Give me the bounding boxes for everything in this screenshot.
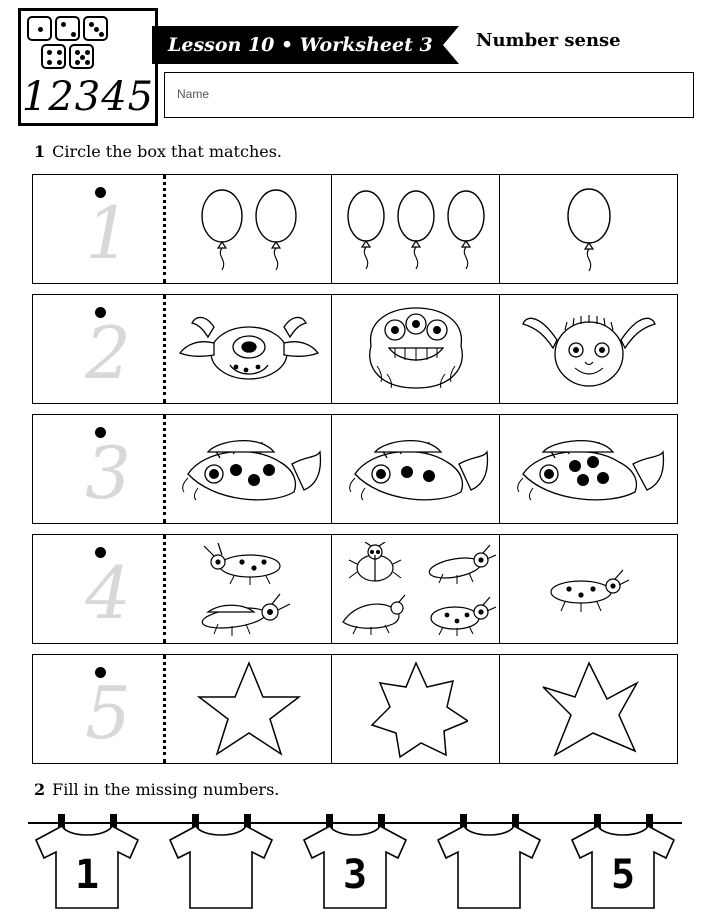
die-4: [41, 44, 66, 69]
dice-logo-numbers: 12345: [21, 74, 155, 120]
row-3-option-c[interactable]: [500, 415, 678, 523]
task-1-text: Circle the box that matches.: [52, 142, 283, 161]
row-2-option-b[interactable]: [332, 295, 499, 403]
shirt-3[interactable]: [296, 812, 414, 912]
topic-title: Number sense: [476, 30, 621, 51]
row-4-option-a[interactable]: [166, 535, 331, 643]
shirt-2[interactable]: [162, 812, 280, 912]
match-row-4: [32, 534, 678, 644]
dice-row-bottom: [41, 44, 151, 69]
shirt-5-number: 5: [610, 852, 636, 898]
row-4-option-b[interactable]: [332, 535, 499, 643]
row-1-option-b[interactable]: [332, 175, 499, 283]
row-5-option-c[interactable]: [500, 655, 678, 763]
shirt-3-number: 3: [342, 852, 368, 898]
name-field[interactable]: [164, 72, 694, 118]
die-1: [27, 16, 52, 41]
shirt-5[interactable]: [564, 812, 682, 912]
row-5-trace-number: 5: [85, 671, 131, 755]
dice-logo-card: [18, 8, 158, 126]
row-5-option-a[interactable]: [166, 655, 331, 763]
task-2-text: Fill in the missing numbers.: [52, 780, 280, 799]
worksheet-header: [0, 0, 712, 128]
shirt-4[interactable]: [430, 812, 548, 912]
row-3-option-a[interactable]: [166, 415, 331, 523]
dice-row-top: [27, 16, 155, 41]
row-3-option-b[interactable]: [332, 415, 499, 523]
row-1-trace-number: 1: [85, 191, 131, 275]
shirt-1[interactable]: [28, 812, 146, 912]
shirt-1-number: 1: [74, 852, 100, 898]
row-4-option-c[interactable]: [500, 535, 678, 643]
row-3-trace-number: 3: [85, 431, 131, 515]
match-row-2: [32, 294, 678, 404]
die-2: [55, 16, 80, 41]
name-label: Name: [177, 87, 210, 101]
shirt-sequence: [28, 812, 682, 912]
row-1-option-c[interactable]: [500, 175, 678, 283]
match-row-1: [32, 174, 678, 284]
die-3: [83, 16, 108, 41]
die-5: [69, 44, 94, 69]
row-2-option-a[interactable]: [166, 295, 331, 403]
row-4-trace-number: 4: [85, 551, 131, 635]
task-1-number: 1: [34, 142, 46, 161]
row-5-option-b[interactable]: [332, 655, 499, 763]
row-2-trace-number: 2: [85, 311, 131, 395]
task-2-number: 2: [34, 780, 46, 799]
match-row-3: [32, 414, 678, 524]
row-2-option-c[interactable]: [500, 295, 678, 403]
match-row-5: [32, 654, 678, 764]
task-2-instruction: [34, 780, 279, 799]
task-1-instruction: [34, 142, 282, 161]
row-1-option-a[interactable]: [166, 175, 331, 283]
lesson-banner: Lesson 10 • Worksheet 3: [152, 26, 459, 64]
